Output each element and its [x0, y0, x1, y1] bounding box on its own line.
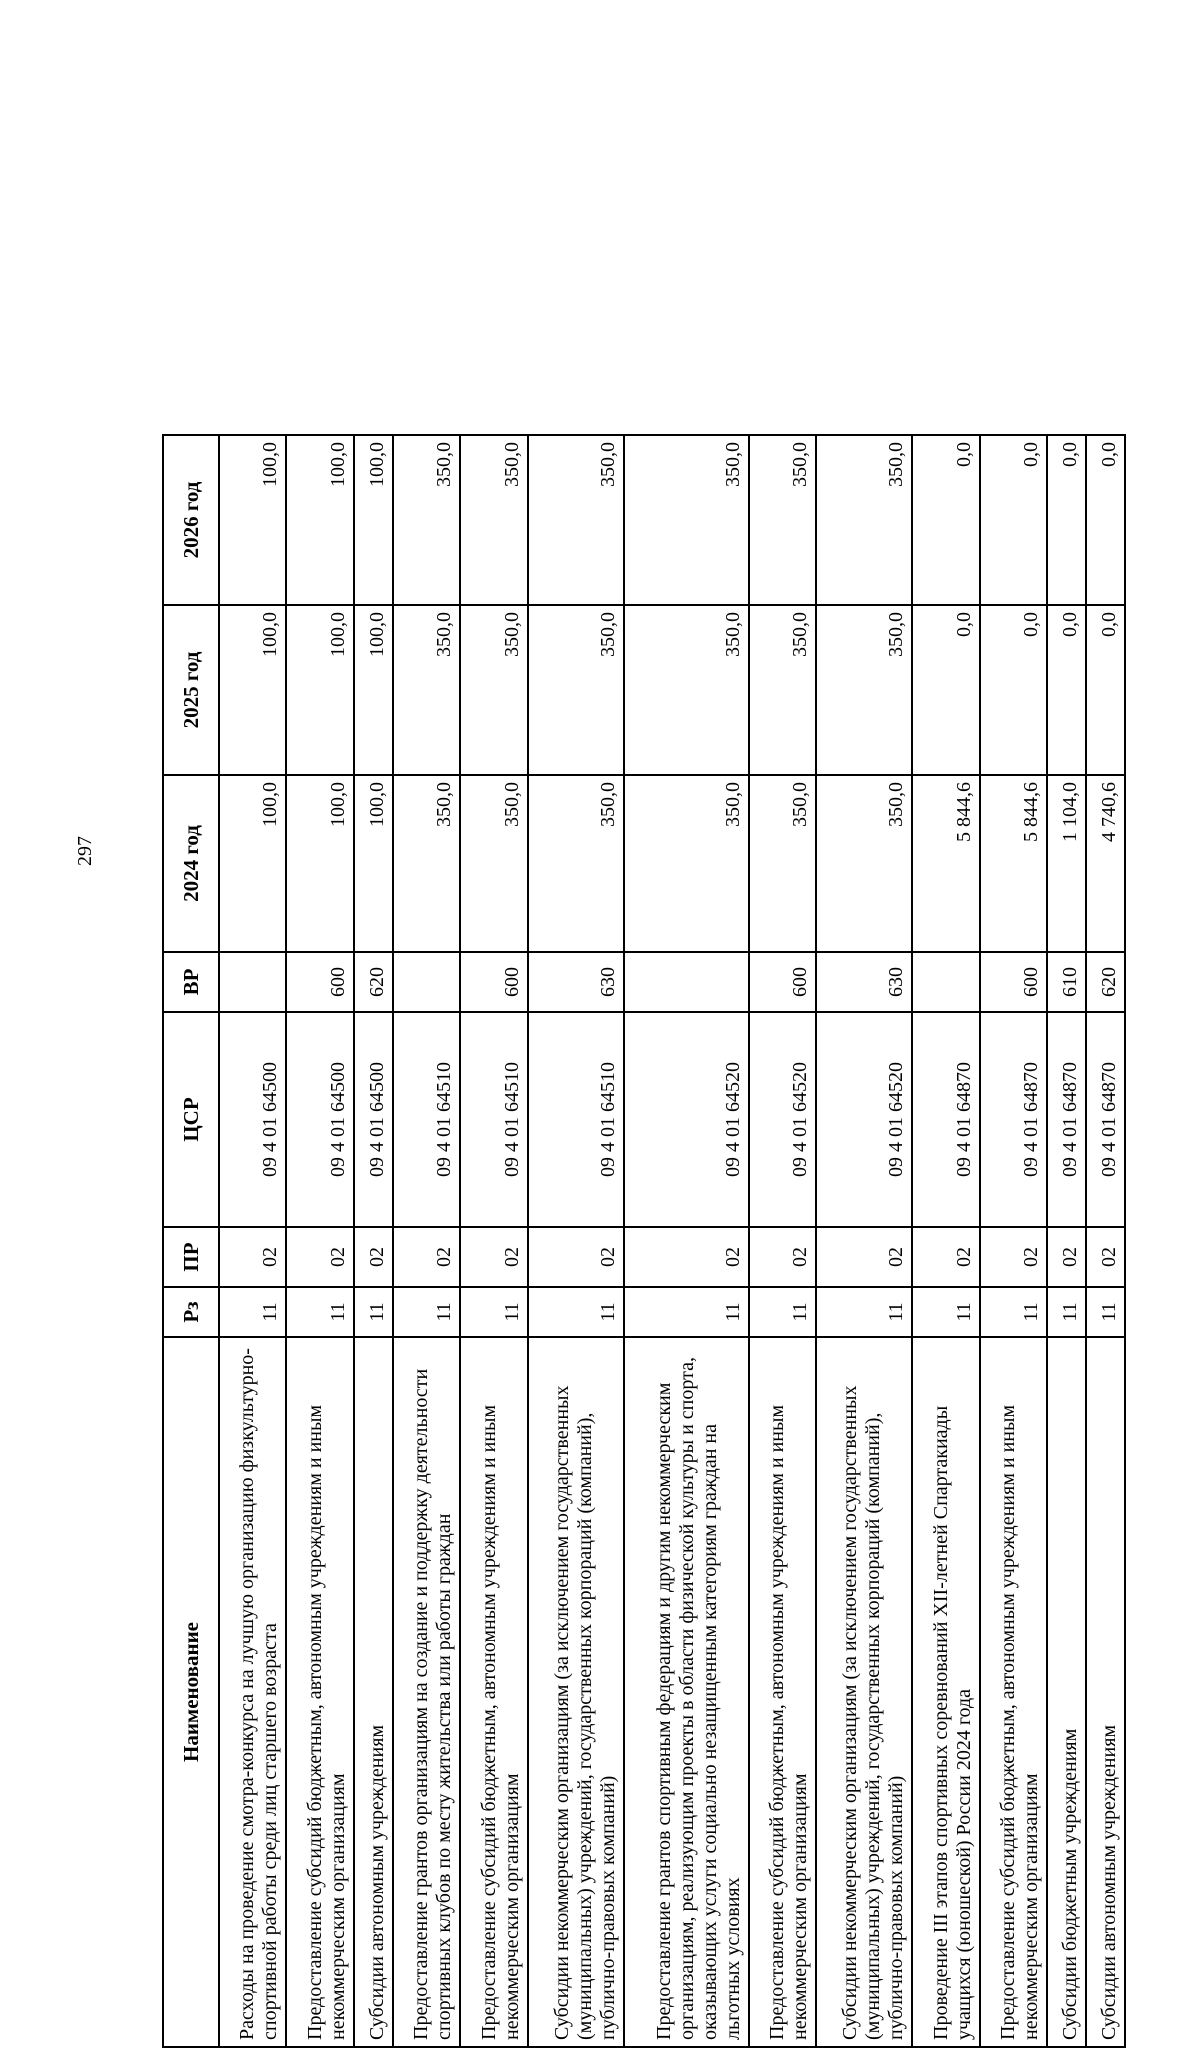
- cell-2024: 350,0: [749, 775, 816, 952]
- cell-2026: 350,0: [528, 435, 624, 605]
- cell-name: Субсидии автономным учреждениям: [354, 1337, 393, 2047]
- cell-rz: 11: [980, 1287, 1047, 1337]
- cell-2026: 350,0: [816, 435, 912, 605]
- cell-name: Проведение III этапов спортивных соревнований XII-летней Спартакиады учащихся (юношеской) России 2024 года: [912, 1337, 979, 2047]
- cell-vr: 620: [354, 952, 393, 1012]
- cell-name: Субсидии некоммерческим организациям (за исключением государственных (муниципальных) учреждений, государственных корпораций (компаний), публично-правовых компаний): [528, 1337, 624, 2047]
- cell-name: Субсидии бюджетным учреждениям: [1047, 1337, 1086, 2047]
- cell-2024: 100,0: [354, 775, 393, 952]
- cell-2025: 0,0: [980, 605, 1047, 775]
- table-row: [912, 435, 979, 2047]
- cell-name: Предоставление субсидий бюджетным, автономным учреждениям и иным некоммерческим организациям: [286, 1337, 353, 2047]
- cell-pr: 02: [749, 1227, 816, 1287]
- cell-rz: 11: [528, 1287, 624, 1337]
- cell-2024: 350,0: [624, 775, 749, 952]
- cell-vr: 610: [1047, 952, 1086, 1012]
- cell-name: Предоставление грантов организациям на создание и поддержку деятельности спортивных клубов по месту жительства или работы граждан: [393, 1337, 460, 2047]
- cell-vr: [624, 952, 749, 1012]
- table-row: [624, 435, 749, 2047]
- cell-pr: 02: [460, 1227, 527, 1287]
- cell-2025: 0,0: [1047, 605, 1086, 775]
- cell-2024: 5 844,6: [912, 775, 979, 952]
- cell-name: Предоставление грантов спортивным федерациям и другим некоммерческим организациям, реализующим проекты в области физической культуры и спорта, оказывающих услуги социально незащищенным категориям граждан на льготных условиях: [624, 1337, 749, 2047]
- cell-2026: 350,0: [749, 435, 816, 605]
- table-header-row: [163, 435, 219, 2047]
- header-2026: 2026 год: [163, 435, 219, 605]
- cell-2024: 100,0: [219, 775, 286, 952]
- cell-pr: 02: [286, 1227, 353, 1287]
- cell-name: Расходы на проведение смотра-конкурса на лучшую организацию физкультурно-спортивной работы среди лиц старшего возраста: [219, 1337, 286, 2047]
- table-row: [816, 435, 912, 2047]
- cell-csr: 09 4 01 64510: [528, 1012, 624, 1227]
- table-row: [528, 435, 624, 2047]
- cell-2026: 0,0: [980, 435, 1047, 605]
- cell-vr: 630: [816, 952, 912, 1012]
- cell-2024: 1 104,0: [1047, 775, 1086, 952]
- cell-2024: 350,0: [816, 775, 912, 952]
- budget-table-frame: [162, 436, 1126, 2048]
- cell-2024: 350,0: [460, 775, 527, 952]
- cell-csr: 09 4 01 64500: [354, 1012, 393, 1227]
- cell-csr: 09 4 01 64870: [980, 1012, 1047, 1227]
- cell-vr: 600: [460, 952, 527, 1012]
- cell-rz: 11: [354, 1287, 393, 1337]
- table-row: [1047, 435, 1086, 2047]
- table-row: [980, 435, 1047, 2047]
- cell-2025: 350,0: [460, 605, 527, 775]
- cell-rz: 11: [1086, 1287, 1125, 1337]
- cell-vr: [912, 952, 979, 1012]
- cell-2026: 350,0: [393, 435, 460, 605]
- header-2025: 2025 год: [163, 605, 219, 775]
- cell-rz: 11: [624, 1287, 749, 1337]
- cell-pr: 02: [1086, 1227, 1125, 1287]
- cell-rz: 11: [912, 1287, 979, 1337]
- cell-name: Предоставление субсидий бюджетным, автономным учреждениям и иным некоммерческим организациям: [980, 1337, 1047, 2047]
- cell-pr: 02: [219, 1227, 286, 1287]
- page-number: 297: [74, 836, 96, 866]
- cell-rz: 11: [460, 1287, 527, 1337]
- cell-rz: 11: [749, 1287, 816, 1337]
- cell-2026: 350,0: [460, 435, 527, 605]
- table-row: [749, 435, 816, 2047]
- cell-csr: 09 4 01 64500: [286, 1012, 353, 1227]
- cell-name: Субсидии автономным учреждениям: [1086, 1337, 1125, 2047]
- cell-2025: 350,0: [393, 605, 460, 775]
- cell-csr: 09 4 01 64500: [219, 1012, 286, 1227]
- cell-rz: 11: [1047, 1287, 1086, 1337]
- cell-2025: 100,0: [354, 605, 393, 775]
- cell-csr: 09 4 01 64520: [816, 1012, 912, 1227]
- cell-csr: 09 4 01 64510: [393, 1012, 460, 1227]
- table-row: [460, 435, 527, 2047]
- cell-rz: 11: [393, 1287, 460, 1337]
- cell-rz: 11: [816, 1287, 912, 1337]
- cell-csr: 09 4 01 64870: [1047, 1012, 1086, 1227]
- cell-2026: 100,0: [219, 435, 286, 605]
- table-row: [354, 435, 393, 2047]
- header-name: Наименование: [163, 1337, 219, 2047]
- cell-2026: 0,0: [912, 435, 979, 605]
- cell-2025: 350,0: [528, 605, 624, 775]
- cell-2024: 350,0: [528, 775, 624, 952]
- cell-2025: 100,0: [286, 605, 353, 775]
- header-rz: Рз: [163, 1287, 219, 1337]
- cell-2026: 350,0: [624, 435, 749, 605]
- cell-vr: 600: [286, 952, 353, 1012]
- header-vr: ВР: [163, 952, 219, 1012]
- cell-pr: 02: [816, 1227, 912, 1287]
- table-row: [1086, 435, 1125, 2047]
- cell-2026: 100,0: [354, 435, 393, 605]
- cell-csr: 09 4 01 64870: [1086, 1012, 1125, 1227]
- header-2024: 2024 год: [163, 775, 219, 952]
- cell-vr: [393, 952, 460, 1012]
- cell-csr: 09 4 01 64510: [460, 1012, 527, 1227]
- table-body: [219, 435, 1125, 2047]
- table-row: [393, 435, 460, 2047]
- cell-2024: 4 740,6: [1086, 775, 1125, 952]
- cell-2024: 100,0: [286, 775, 353, 952]
- cell-pr: 02: [528, 1227, 624, 1287]
- cell-vr: 600: [980, 952, 1047, 1012]
- table-row: [286, 435, 353, 2047]
- cell-vr: 630: [528, 952, 624, 1012]
- budget-table: [162, 434, 1126, 2048]
- cell-pr: 02: [912, 1227, 979, 1287]
- cell-name: Субсидии некоммерческим организациям (за исключением государственных (муниципальных) учреждений, государственных корпораций (компаний), публично-правовых компаний): [816, 1337, 912, 2047]
- cell-2024: 350,0: [393, 775, 460, 952]
- cell-csr: 09 4 01 64870: [912, 1012, 979, 1227]
- cell-rz: 11: [286, 1287, 353, 1337]
- cell-2026: 0,0: [1086, 435, 1125, 605]
- cell-rz: 11: [219, 1287, 286, 1337]
- cell-pr: 02: [624, 1227, 749, 1287]
- header-pr: ПР: [163, 1227, 219, 1287]
- cell-2025: 0,0: [1086, 605, 1125, 775]
- cell-2026: 100,0: [286, 435, 353, 605]
- cell-csr: 09 4 01 64520: [624, 1012, 749, 1227]
- cell-2025: 350,0: [816, 605, 912, 775]
- cell-2026: 0,0: [1047, 435, 1086, 605]
- cell-2025: 100,0: [219, 605, 286, 775]
- cell-name: Предоставление субсидий бюджетным, автономным учреждениям и иным некоммерческим организациям: [749, 1337, 816, 2047]
- cell-pr: 02: [1047, 1227, 1086, 1287]
- cell-pr: 02: [980, 1227, 1047, 1287]
- cell-name: Предоставление субсидий бюджетным, автономным учреждениям и иным некоммерческим организациям: [460, 1337, 527, 2047]
- cell-pr: 02: [393, 1227, 460, 1287]
- cell-2025: 0,0: [912, 605, 979, 775]
- cell-vr: [219, 952, 286, 1012]
- cell-2025: 350,0: [624, 605, 749, 775]
- cell-vr: 620: [1086, 952, 1125, 1012]
- header-csr: ЦСР: [163, 1012, 219, 1227]
- cell-vr: 600: [749, 952, 816, 1012]
- cell-2025: 350,0: [749, 605, 816, 775]
- cell-csr: 09 4 01 64520: [749, 1012, 816, 1227]
- cell-pr: 02: [354, 1227, 393, 1287]
- cell-2024: 5 844,6: [980, 775, 1047, 952]
- table-row: [219, 435, 286, 2047]
